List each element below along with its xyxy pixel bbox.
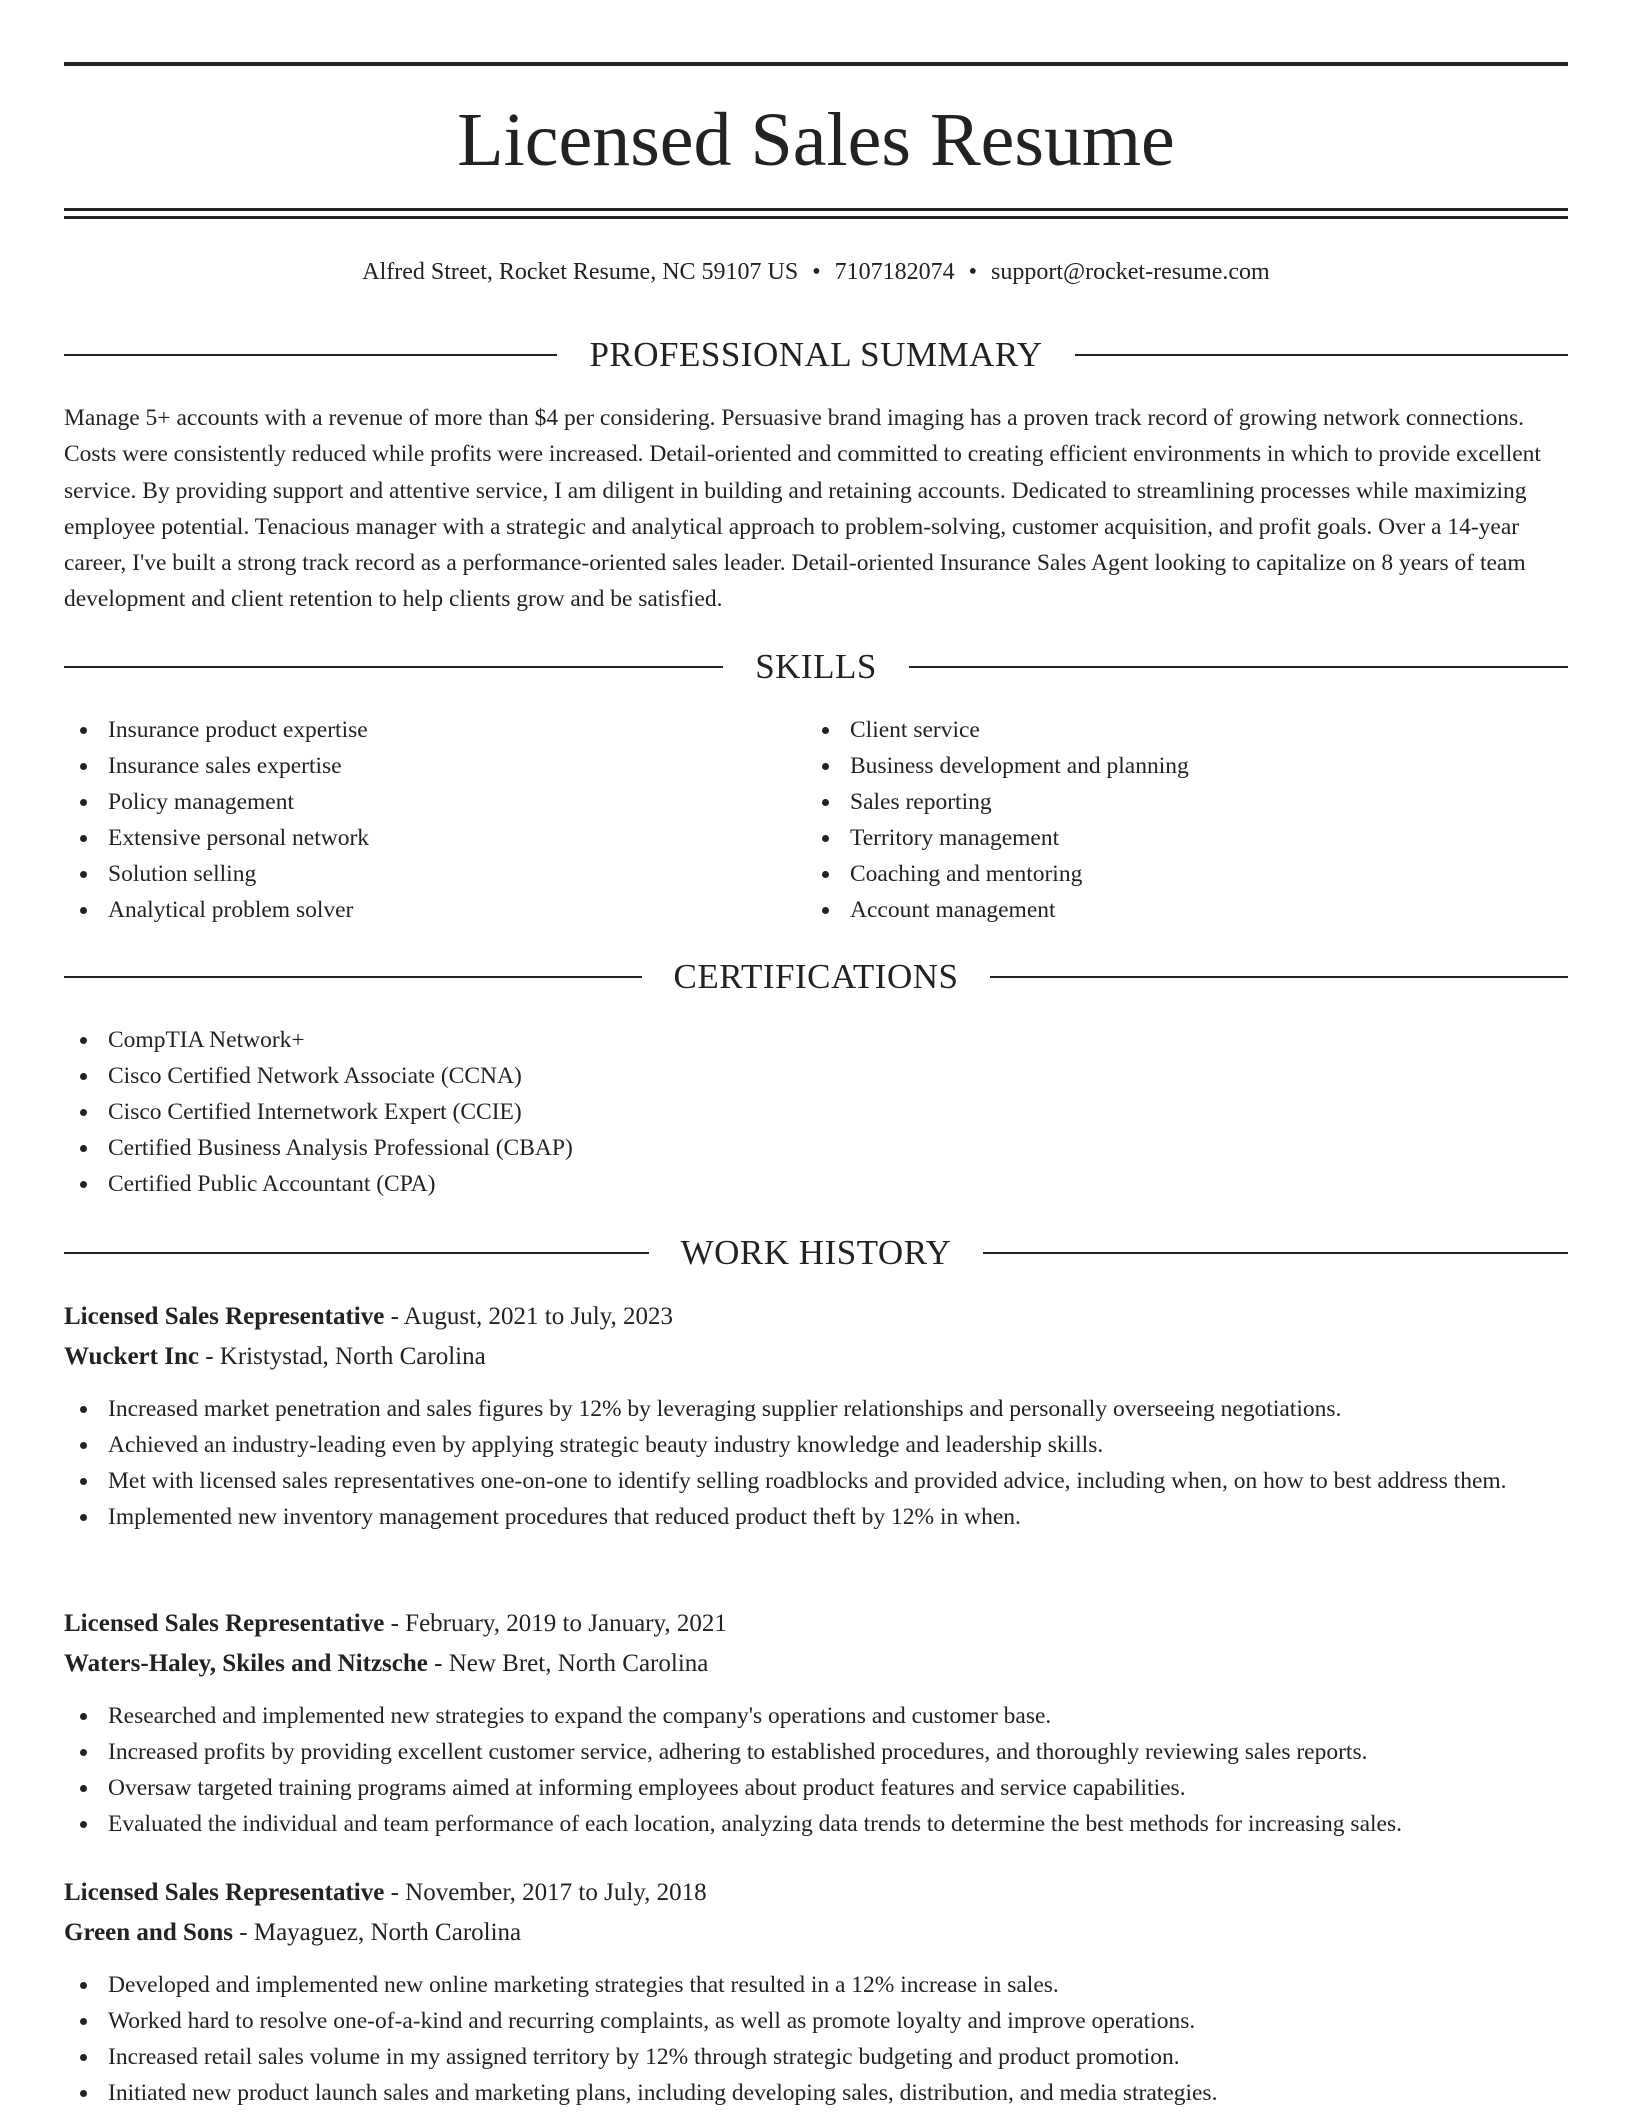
job-bullet: Worked hard to resolve one-of-a-kind and recurring complaints, as well as promote loyalty and improve operations. xyxy=(64,2003,1568,2039)
heading-label: WORK HISTORY xyxy=(680,1233,952,1272)
certification-item: Certified Business Analysis Professional (CBAP) xyxy=(64,1130,1568,1166)
job-location: - Kristystad, North Carolina xyxy=(198,1343,486,1370)
job-company-line xyxy=(64,1337,1568,1377)
job-bullets xyxy=(64,1391,1568,1535)
job-title: Licensed Sales Representative xyxy=(64,1303,385,1330)
contact-phone: 7107182074 xyxy=(834,259,955,285)
job-bullet: Increased market penetration and sales figures by 12% by leveraging supplier relationships and personally overseeing negotiations. xyxy=(64,1391,1568,1427)
heading-rule xyxy=(64,666,723,668)
job-entry xyxy=(64,1604,1568,1842)
job-role-line xyxy=(64,1297,1568,1337)
section-heading-certifications xyxy=(64,953,1568,1001)
job-bullet: Developed and implemented new online marketing strategies that resulted in a 12% increase in sales. xyxy=(64,1967,1568,2003)
skill-item: Extensive personal network xyxy=(64,820,784,856)
skills-list-right xyxy=(806,712,1526,928)
skill-item: Account management xyxy=(806,892,1526,928)
job-location: - New Bret, North Carolina xyxy=(427,1650,709,1677)
job-bullet: Met with licensed sales representatives one-on-one to identify selling roadblocks and provided advice, including when, on how to best address them. xyxy=(64,1463,1568,1499)
skill-item: Coaching and mentoring xyxy=(806,856,1526,892)
job-entry xyxy=(64,1297,1568,1535)
job-bullet: Implemented new inventory management procedures that reduced product theft by 12% in when. xyxy=(64,1499,1568,1535)
heading-label: CERTIFICATIONS xyxy=(673,957,959,996)
skill-item: Territory management xyxy=(806,820,1526,856)
resume-title: Licensed Sales Resume xyxy=(457,98,1175,182)
certification-item: Cisco Certified Internetwork Expert (CCIE) xyxy=(64,1094,1568,1130)
heading-rule xyxy=(1075,354,1568,356)
job-title: Licensed Sales Representative xyxy=(64,1610,385,1637)
top-rule xyxy=(64,62,1568,66)
heading-rule xyxy=(983,1252,1568,1254)
skill-item: Policy management xyxy=(64,784,784,820)
contact-email: support@rocket-resume.com xyxy=(991,259,1270,285)
job-location: - Mayaguez, North Carolina xyxy=(233,1919,522,1946)
heading-rule xyxy=(64,976,642,978)
title-rule-lower xyxy=(64,216,1568,219)
section-heading-work-history xyxy=(64,1229,1568,1277)
skills-list-left xyxy=(64,712,784,928)
job-role-line xyxy=(64,1873,1568,1913)
section-heading-skills xyxy=(64,643,1568,691)
job-bullet: Increased retail sales volume in my assigned territory by 12% through strategic budgeting and product promotion. xyxy=(64,2039,1568,2075)
heading-rule xyxy=(64,354,557,356)
job-bullet: Achieved an industry-leading even by applying strategic beauty industry knowledge and leadership skills. xyxy=(64,1427,1568,1463)
job-company: Wuckert Inc xyxy=(64,1343,199,1370)
job-dates: - February, 2019 to January, 2021 xyxy=(384,1610,727,1637)
heading-rule xyxy=(64,1252,649,1254)
job-role-line xyxy=(64,1604,1568,1644)
job-entry xyxy=(64,1873,1568,2111)
summary-text: Manage 5+ accounts with a revenue of more than $4 per considering. Persuasive brand imaging has a proven track record of growing network connections. Costs were consistently reduced while profits were increased. Detail-oriented and committed to creating efficient environments in which to provide excellent service. By providing support and attentive service, I am diligent in building and retaining accounts. Dedicated to streamlining processes while maximizing employee potential. Tenacious manager with a strategic and analytical approach to problem-solving, customer acquisition, and profit goals. Over a 14-year career, I've built a strong track record as a performance-oriented sales leader. Detail-oriented Insurance Sales Agent looking to capitalize on 8 years of team development and client retention to help clients grow and be satisfied. xyxy=(64,405,1541,613)
skill-item: Sales reporting xyxy=(806,784,1526,820)
certifications-list xyxy=(64,1022,1568,1202)
job-dates: - August, 2021 to July, 2023 xyxy=(384,1303,674,1330)
certification-item: Certified Public Accountant (CPA) xyxy=(64,1166,1568,1202)
section-heading-summary xyxy=(64,331,1568,379)
heading-label: PROFESSIONAL SUMMARY xyxy=(589,335,1043,374)
job-bullet: Oversaw targeted training programs aimed at informing employees about product features and service capabilities. xyxy=(64,1770,1568,1806)
skill-item: Client service xyxy=(806,712,1526,748)
contact-line xyxy=(64,254,1568,290)
heading-rule xyxy=(990,976,1568,978)
job-bullet: Evaluated the individual and team performance of each location, analyzing data trends to determine the best methods for increasing sales. xyxy=(64,1806,1568,1842)
job-bullet: Increased profits by providing excellent customer service, adhering to established procedures, and thoroughly reviewing sales reports. xyxy=(64,1734,1568,1770)
job-company-line xyxy=(64,1913,1568,1953)
job-title: Licensed Sales Representative xyxy=(64,1879,385,1906)
certification-item: Cisco Certified Network Associate (CCNA) xyxy=(64,1058,1568,1094)
skill-item: Insurance product expertise xyxy=(64,712,784,748)
contact-address: Alfred Street, Rocket Resume, NC 59107 US xyxy=(362,259,799,285)
job-company: Waters-Haley, Skiles and Nitzsche xyxy=(64,1650,428,1677)
job-company: Green and Sons xyxy=(64,1919,234,1946)
skill-item: Solution selling xyxy=(64,856,784,892)
job-bullets xyxy=(64,1967,1568,2111)
certification-item: CompTIA Network+ xyxy=(64,1022,1568,1058)
skill-item: Insurance sales expertise xyxy=(64,748,784,784)
heading-label: SKILLS xyxy=(755,647,877,686)
heading-rule xyxy=(909,666,1568,668)
job-bullet: Researched and implemented new strategies to expand the company's operations and customer base. xyxy=(64,1698,1568,1734)
job-company-line xyxy=(64,1644,1568,1684)
job-bullets xyxy=(64,1698,1568,1842)
skill-item: Analytical problem solver xyxy=(64,892,784,928)
contact-separator: • xyxy=(968,259,978,285)
skill-item: Business development and planning xyxy=(806,748,1526,784)
job-dates: - November, 2017 to July, 2018 xyxy=(384,1879,707,1906)
contact-separator: • xyxy=(812,259,821,285)
job-bullet: Initiated new product launch sales and marketing plans, including developing sales, distribution, and media strategies. xyxy=(64,2075,1568,2111)
title-rule-upper xyxy=(64,208,1568,211)
